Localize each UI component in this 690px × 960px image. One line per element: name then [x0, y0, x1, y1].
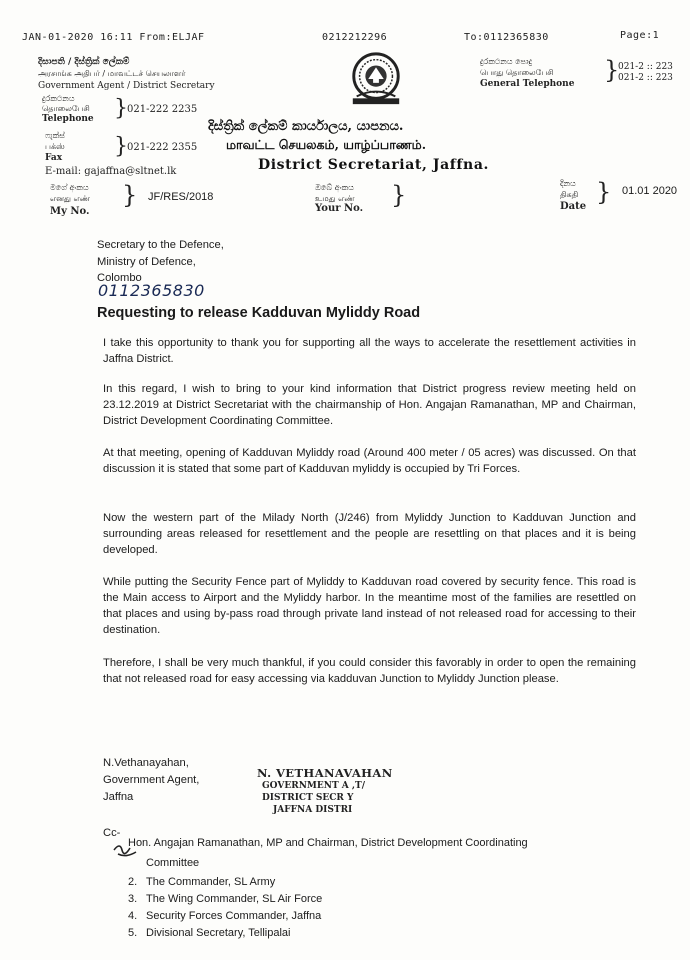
- signatory-place: Jaffna: [103, 791, 134, 803]
- tel-label-english: Telephone: [42, 114, 94, 124]
- cc-item-5-number: 5.: [128, 927, 138, 939]
- ga-title-english: Government Agent / District Secretary: [38, 81, 215, 91]
- recipient-line-1: Secretary to the Defence,: [97, 239, 224, 251]
- stamp-line-2: GOVERNMENT A ,T/: [262, 781, 366, 791]
- my-ref-number: JF/RES/2018: [148, 191, 214, 203]
- yourno-label-tamil: உமது எண்: [315, 194, 355, 203]
- cc-item-3-number: 3.: [128, 893, 138, 905]
- cc-label: Cc-: [103, 827, 121, 839]
- fax-number-value: 021-222 2355: [127, 142, 198, 153]
- letter-date: 01.01 2020: [622, 185, 678, 197]
- brace-gen-tel: }: [604, 56, 620, 84]
- cc-item-4: [128, 910, 322, 922]
- brace-tel: }: [114, 96, 128, 121]
- body-paragraph-1: I take this opportunity to thank you for supporting all the ways to accelerate the resettlement activities in Jaffna District.: [103, 337, 636, 365]
- handwritten-fax-number: 0112365830: [98, 281, 205, 300]
- sri-lanka-emblem-icon: [347, 50, 405, 108]
- body-paragraph-3: At that meeting, opening of Kadduvan Myliddy road (Around 400 meter / 05 acres) was discussed. On that discussion it is stated that some part of Kadduvan myliddy is occupied by Tri Forces.: [103, 447, 636, 475]
- fax-label-sinhala: ෆැක්ස්: [45, 131, 65, 140]
- myno-label-english: My No.: [50, 206, 90, 217]
- cc-item-4-text: Security Forces Commander, Jaffna: [146, 910, 322, 922]
- cc-item-1-continued: Committee: [146, 857, 200, 869]
- cc-item-1-text: Hon. Angajan Ramanathan, MP and Chairman, District Development Coordinating: [128, 837, 528, 849]
- body-paragraph-5: While putting the Security Fence part of Myliddy to Kadduvan road covered by security fence. This road is the Main access to Airport and the Myliddy harbor. In the meantime most of the families are resettled on that places and using by-pass road through private land instead of not released road for accessing to their destination.: [103, 576, 636, 636]
- signatory-name: N.Vethanayahan,: [103, 757, 189, 769]
- subject-heading: Requesting to release Kadduvan Myliddy Road: [97, 305, 421, 321]
- office-name-english: District Secretariat, Jaffna.: [258, 157, 489, 173]
- brace-fax: }: [114, 134, 128, 159]
- date-label-english: Date: [560, 201, 587, 212]
- date-label-sinhala: දිනය: [560, 179, 576, 188]
- stamp-line-1: N. VETHANAVAHAN: [257, 766, 393, 780]
- gen-tel-number-1: 021-2 :: 223: [618, 62, 673, 72]
- tel-number: 021-222 2235: [127, 104, 198, 115]
- myno-label-tamil: எனது எண்: [50, 194, 90, 203]
- cc-item-5-text: Divisional Secretary, Tellipalai: [146, 927, 291, 939]
- ga-title-sinhala: දිසාපති / දිස්ත්‍රික් ලේකම්: [38, 57, 130, 67]
- office-name-tamil: மாவட்ட செயலகம், யாழ்ப்பாணம்.: [226, 137, 427, 152]
- email: E-mail: gajaffna@sltnet.lk: [45, 166, 177, 177]
- fax-label-tamil: பக்ஸ்: [45, 142, 65, 151]
- gen-tel-tamil: பொது தொலைபேசி: [480, 68, 554, 77]
- cc-item-2: [128, 876, 276, 888]
- fax-number: 0212212296: [322, 32, 388, 43]
- gen-tel-english: General Telephone: [480, 79, 575, 89]
- stamp-line-3: DISTRICT SECR Y: [262, 793, 354, 803]
- cc-item-4-number: 4.: [128, 910, 138, 922]
- cc-item-2-number: 2.: [128, 876, 138, 888]
- cc-item-3: [128, 893, 323, 905]
- fax-page: Page:1: [620, 30, 660, 41]
- brace-yourno: }: [391, 181, 407, 209]
- gen-tel-sinhala: දුරකථනය පොදු: [480, 57, 533, 66]
- recipient-line-3: Colombo: [97, 272, 142, 284]
- cc-item-2-text: The Commander, SL Army: [146, 876, 276, 888]
- yourno-label-english: Your No.: [315, 203, 364, 214]
- body-paragraph-4: Now the western part of the Milady North (J/246) from Myliddy Junction to Kadduvan Junction and surrounding areas released for resettlement and the people are resettling on that places and it is being developed.: [103, 512, 636, 556]
- yourno-label-sinhala: ඔබේ අංකය: [315, 183, 354, 192]
- stamp-line-4: JAFFNA DISTRI: [273, 805, 353, 815]
- myno-label-sinhala: මගේ අංකය: [50, 183, 89, 192]
- cc-item-5: [128, 927, 291, 939]
- recipient-line-2: Ministry of Defence,: [97, 256, 196, 268]
- tel-label-tamil: தொலைபேசி: [42, 104, 90, 113]
- tel-label-sinhala: දුරකථනය: [42, 94, 75, 103]
- brace-myno: }: [122, 181, 138, 209]
- office-name-sinhala: දිස්ත්‍රික් ලේකම් කාර්යාලය, යාපනය.: [208, 119, 404, 134]
- cc-item-1: [128, 837, 528, 849]
- body-paragraph-2: In this regard, I wish to bring to your kind information that District progress review meeting held on 23.12.2019 at District Secretariat with the chairmanship of Hon. Angajan Ramanathan, MP and Chairman, District Development Coordinating Committee.: [103, 383, 636, 427]
- ga-title-tamil: அரசாங்க அதிபர் / மாவட்டச் செயலாளர்: [38, 69, 186, 78]
- fax-datetime-from: JAN-01-2020 16:11 From:ELJAF: [22, 32, 205, 43]
- cc-item-3-text: The Wing Commander, SL Air Force: [146, 893, 323, 905]
- brace-date: }: [596, 178, 612, 206]
- fax-to: To:0112365830: [464, 32, 549, 43]
- gen-tel-number-2: 021-2 :: 223: [618, 73, 673, 83]
- date-label-tamil: திகதி: [560, 190, 579, 199]
- fax-label-english: Fax: [45, 153, 63, 163]
- signatory-title: Government Agent,: [103, 774, 200, 786]
- body-paragraph-6: Therefore, I shall be very much thankful, if you could consider this favorably in order to open the remaining that not released road for easy accessing via kadduvan Junction to Myliddy Junction please.: [103, 657, 636, 685]
